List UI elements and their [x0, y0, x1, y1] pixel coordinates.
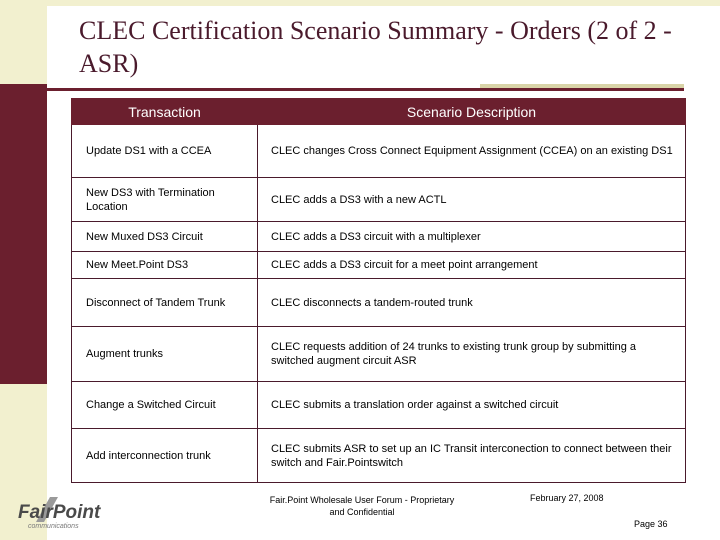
top-border: [47, 0, 720, 6]
description-cell: CLEC submits a translation order against a switched circuit: [258, 382, 686, 429]
table-row: [72, 429, 686, 483]
description-cell: CLEC submits ASR to set up an IC Transit interconection to connect between their switch and Fair.Pointswitch: [258, 429, 686, 483]
description-cell: CLEC adds a DS3 with a new ACTL: [258, 178, 686, 222]
description-cell: CLEC adds a DS3 circuit for a meet point arrangement: [258, 252, 686, 279]
logo-wordmark: FairPoint: [18, 502, 101, 523]
table-row: [72, 125, 686, 178]
transaction-cell: Add interconnection trunk: [72, 429, 258, 483]
table-row: [72, 222, 686, 252]
slide-title: CLEC Certification Scenario Summary - Orders (2 of 2 - ASR): [79, 16, 672, 78]
table-header-row: [72, 99, 686, 125]
table-row: [72, 327, 686, 382]
left-accent-bar: [0, 84, 47, 384]
description-cell: CLEC disconnects a tandem-routed trunk: [258, 279, 686, 327]
transaction-cell: Change a Switched Circuit: [72, 382, 258, 429]
table-row: [72, 279, 686, 327]
header-scenario-description: Scenario Description: [258, 99, 686, 125]
transaction-cell: Update DS1 with a CCEA: [72, 125, 258, 178]
description-cell: CLEC requests addition of 24 trunks to existing trunk group by submitting a switched augment circuit ASR: [258, 327, 686, 382]
title-rule: [32, 88, 684, 91]
table-row: [72, 382, 686, 429]
footer-line-1: Fair.Point Wholesale User Forum - Proprietary: [269, 495, 455, 505]
transaction-cell: New Meet.Point DS3: [72, 252, 258, 279]
fairpoint-logo: [14, 494, 124, 534]
transaction-cell: Disconnect of Tandem Trunk: [72, 279, 258, 327]
page-number: Page 36: [634, 519, 668, 529]
footer-date: February 27, 2008: [530, 493, 604, 503]
table-row: [72, 178, 686, 222]
transaction-cell: Augment trunks: [72, 327, 258, 382]
table-row: [72, 252, 686, 279]
header-transaction: Transaction: [72, 99, 258, 125]
description-cell: CLEC adds a DS3 circuit with a multiplexer: [258, 222, 686, 252]
transaction-cell: New DS3 with Termination Location: [72, 178, 258, 222]
scenario-table: [71, 98, 686, 483]
footer-confidentiality: [252, 494, 472, 518]
logo-subtext: communications: [28, 523, 79, 530]
transaction-cell: New Muxed DS3 Circuit: [72, 222, 258, 252]
description-cell: CLEC changes Cross Connect Equipment Assignment (CCEA) on an existing DS1: [258, 125, 686, 178]
footer-line-2: and Confidential: [329, 507, 395, 517]
